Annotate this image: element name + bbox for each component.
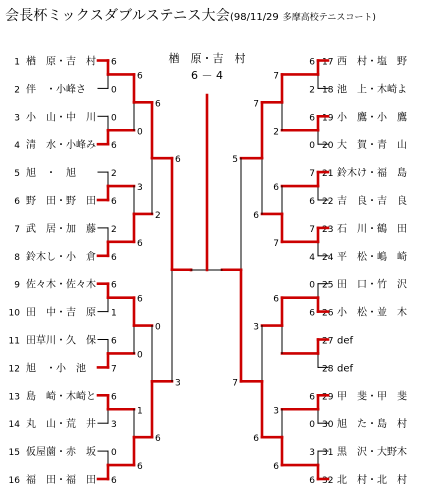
player-name: 旭 ・小 池 — [26, 363, 86, 375]
player-seed: 3 — [14, 113, 20, 124]
match-score: 6 — [175, 155, 181, 166]
player-seed: 1 — [14, 57, 20, 68]
match-score: 6 — [111, 141, 117, 152]
player-name: 黒 沢・大野木 — [337, 447, 407, 459]
player-name: 甲 斐・甲 斐 — [337, 391, 407, 403]
match-score: 3 — [253, 322, 259, 333]
match-score: 6 — [137, 294, 143, 305]
match-score: 6 — [155, 99, 161, 110]
player-seed: 7 — [14, 224, 20, 235]
match-score: 0 — [111, 448, 117, 459]
player-name: 福 田・福 田 — [26, 475, 96, 486]
match-score: 0 — [111, 85, 117, 96]
player-seed: 5 — [14, 169, 20, 180]
player-name: 武 居・加 藤 — [26, 223, 96, 235]
match-score: 0 — [309, 141, 315, 152]
player-seed: 30 — [322, 420, 334, 431]
player-seed: 12 — [8, 364, 20, 375]
match-score: 7 — [309, 224, 315, 235]
player-name: 田 中・吉 原 — [26, 307, 96, 319]
match-score: 0 — [309, 420, 315, 431]
player-name: 平 松・嶋 崎 — [337, 251, 407, 263]
player-name: 小 鷹・小 鷹 — [337, 112, 407, 124]
player-seed: 24 — [322, 252, 334, 263]
player-name: def — [337, 335, 354, 347]
match-score: 6 — [309, 57, 315, 68]
player-name: 仮屋薗・赤 坂 — [26, 447, 96, 459]
match-score: 6 — [309, 113, 315, 124]
match-score: 7 — [111, 364, 117, 375]
player-name: 大 賀・青 山 — [337, 140, 407, 152]
match-score: 0 — [155, 322, 161, 333]
player-name: 北 村・北 村 — [337, 475, 407, 486]
match-score: 6 — [253, 210, 259, 221]
match-score: 2 — [111, 224, 117, 235]
player-name: def — [337, 363, 354, 375]
match-score: 2 — [155, 210, 161, 221]
match-score: 6 — [253, 434, 259, 445]
player-name: 田草川・久 保 — [26, 335, 96, 347]
player-seed: 27 — [322, 336, 334, 347]
match-score: 3 — [273, 406, 279, 417]
player-seed: 13 — [8, 392, 20, 403]
player-name: 野 田・野 田 — [26, 196, 96, 207]
player-seed: 20 — [322, 141, 334, 152]
match-score: 0 — [309, 280, 315, 291]
match-score: 2 — [309, 85, 315, 96]
match-score: 6 — [111, 336, 117, 347]
match-score: 6 — [273, 294, 279, 305]
match-score: 7 — [273, 238, 279, 249]
match-score: 3 — [137, 183, 143, 194]
match-score: 6 — [111, 392, 117, 403]
match-score: 7 — [273, 71, 279, 82]
match-score: 2 — [111, 169, 117, 180]
match-score: 0 — [111, 113, 117, 124]
player-seed: 4 — [14, 141, 20, 152]
match-score: 6 — [309, 392, 315, 403]
player-seed: 16 — [8, 476, 20, 486]
player-name: 鈴木し・小 倉 — [26, 251, 96, 263]
player-name: 西 村・塩 野 — [337, 56, 407, 68]
player-seed: 11 — [8, 336, 20, 347]
player-name: 旭 ・ 旭 — [26, 168, 76, 180]
match-score: 3 — [111, 420, 117, 431]
match-score: 6 — [111, 476, 117, 486]
player-name: 旭 た・島 村 — [337, 419, 407, 431]
player-seed: 26 — [322, 308, 334, 319]
match-score: 6 — [309, 476, 315, 486]
match-score: 6 — [137, 462, 143, 473]
player-seed: 14 — [8, 420, 20, 431]
player-seed: 21 — [322, 169, 334, 180]
player-name: 島 崎・木崎と — [26, 391, 96, 403]
player-seed: 28 — [322, 364, 334, 375]
match-score: 2 — [273, 127, 279, 138]
player-name: 清 水・小峰み — [26, 140, 96, 152]
title-venue: 多摩高校テニスコート) — [282, 13, 376, 23]
match-score: 5 — [232, 155, 238, 166]
player-seed: 9 — [14, 280, 20, 291]
player-seed: 29 — [322, 392, 334, 403]
player-name: 石 川・鶴 田 — [337, 223, 407, 235]
match-score: 7 — [232, 378, 238, 389]
player-name: 池 上・木崎よ — [337, 84, 407, 96]
player-seed: 23 — [322, 224, 334, 235]
player-name: 小 山・中 川 — [26, 112, 96, 124]
player-seed: 15 — [8, 448, 20, 459]
match-score: 0 — [137, 350, 143, 361]
player-name: 小 松・並 木 — [337, 307, 407, 319]
player-name: 田 口・竹 沢 — [337, 279, 407, 291]
match-score: 3 — [309, 448, 315, 459]
player-seed: 18 — [322, 85, 334, 96]
match-score: 6 — [111, 252, 117, 263]
player-seed: 10 — [8, 308, 20, 319]
player-name: 伴 ・小峰さ — [26, 84, 86, 96]
player-seed: 2 — [14, 85, 20, 96]
match-score: 6 — [111, 280, 117, 291]
player-seed: 22 — [322, 197, 334, 207]
match-score: 1 — [111, 308, 117, 319]
champion-score: 6 － 4 — [191, 69, 223, 82]
player-name: 楢 原・吉 村 — [26, 56, 96, 68]
match-score: 1 — [137, 406, 143, 417]
match-score: 6 — [155, 434, 161, 445]
player-seed: 25 — [322, 280, 334, 291]
match-score: 4 — [309, 252, 315, 263]
match-score: 7 — [253, 99, 259, 110]
player-name: 佐々木・佐々木 — [26, 279, 96, 291]
match-score: 0 — [137, 127, 143, 138]
title-date: (98/11/29 — [229, 12, 279, 23]
match-score: 6 — [309, 308, 315, 319]
player-name: 丸 山・荒 井 — [26, 419, 96, 431]
player-seed: 19 — [322, 113, 334, 124]
match-score: 6 — [111, 57, 117, 68]
player-name: 鈴木け・福 島 — [337, 168, 407, 180]
player-seed: 31 — [322, 448, 334, 459]
player-seed: 8 — [14, 252, 20, 263]
match-score: 6 — [137, 71, 143, 82]
player-seed: 6 — [14, 197, 20, 207]
match-score: 6 — [111, 197, 117, 207]
match-score: 6 — [137, 238, 143, 249]
player-seed: 17 — [322, 57, 334, 68]
match-score: 6 — [309, 197, 315, 207]
player-name: 吉 良・吉 良 — [337, 196, 407, 207]
title-main: 会長杯ミックスダブルステニス大会 — [5, 8, 230, 24]
match-score: 7 — [309, 169, 315, 180]
champion-name: 楢 原・吉 村 — [168, 52, 246, 65]
player-seed: 32 — [322, 476, 334, 486]
match-score: 6 — [273, 183, 279, 194]
match-score: 6 — [273, 462, 279, 473]
match-score: 3 — [175, 378, 181, 389]
